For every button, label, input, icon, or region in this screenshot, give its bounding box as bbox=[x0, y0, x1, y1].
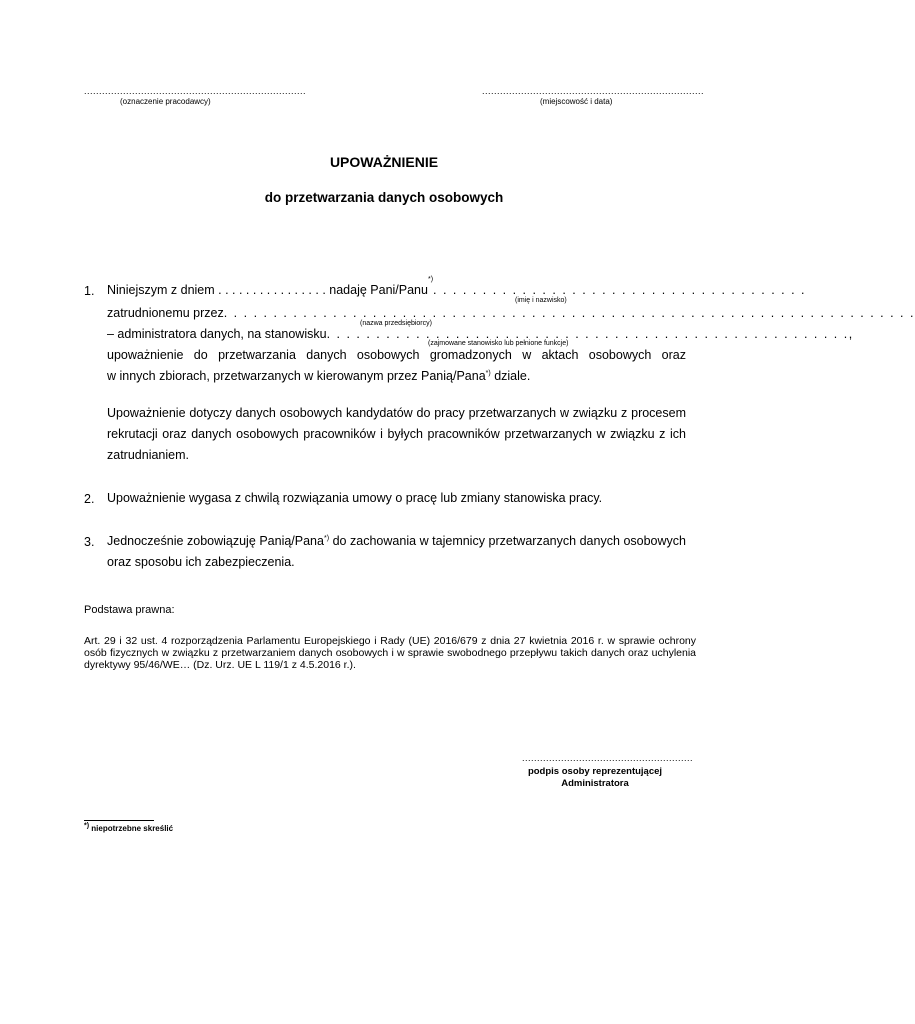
item-1-line-4: upoważnienie do przetwarzania danych osobowych gromadzonych w aktach osobowych oraz bbox=[107, 348, 686, 362]
employer-signature-line: .......................................................................... bbox=[84, 86, 307, 96]
signature-line: ......................................................... bbox=[522, 753, 694, 763]
name-label: (imię i nazwisko) bbox=[515, 297, 567, 304]
item-3-number: 3. bbox=[84, 535, 95, 549]
company-label: (nazwa przedsiębiorcy) bbox=[360, 320, 432, 327]
item-1-line-1 bbox=[107, 276, 806, 301]
name-fill-line: . . . . . . . . . . . . . . . . . . . . . . . . . . . . . . . . . . . . . . bbox=[433, 283, 806, 297]
document-subtitle: do przetwarzania danych osobowych bbox=[264, 190, 504, 205]
company-fill-line: . . . . . . . . . . . . . . . . . . . . . . . . . . . . . . . . . . . . . . . . . . . . . . . . . . . . . . . . . . . . . . . . . . . . . . bbox=[223, 306, 915, 320]
item-1-paragraph-2: Upoważnienie dotyczy danych osobowych kandydatów do pracy przetwarzanych w związku z procesem rekrutacji oraz danych osobowych pracowników i byłych pracowników przetwarzanych w związku z ich zatrudnianiem. bbox=[107, 406, 686, 462]
item-2-number: 2. bbox=[84, 492, 95, 506]
footnote-text: niepotrzebne skreślić bbox=[89, 824, 174, 833]
footnote-marker-2: *) bbox=[485, 369, 491, 377]
position-label: (zajmowane stanowisko lub pełnione funkcje) bbox=[428, 340, 569, 347]
item-1-line-2-text: zatrudnionemu przez bbox=[107, 306, 224, 320]
item-3-text-end: do zachowania w tajemnicy przetwarzanych danych osobowych oraz sposobu ich zabezpieczenia. bbox=[107, 534, 686, 569]
legal-basis-heading: Podstawa prawna: bbox=[84, 604, 175, 616]
employer-label: (oznaczenie pracodawcy) bbox=[120, 97, 211, 106]
item-3-text bbox=[107, 531, 686, 573]
document-title: UPOWAŻNIENIE bbox=[329, 154, 439, 170]
item-1-line-1-text: Niniejszym z dniem . . . . . . . . . . . . . . . . nadaję Pani/Panu bbox=[107, 283, 428, 297]
item-1-line-3-comma: , bbox=[848, 327, 853, 341]
item-1-line-3 bbox=[107, 324, 853, 345]
signature-label-2: Administratora bbox=[561, 778, 629, 789]
position-fill-line: . . . . . . . . . . . . . . . . . . . . . . . . . . . . . . . . . . . . . . . . . . . . . . . . . . . . . bbox=[326, 327, 849, 341]
item-1-line-5 bbox=[107, 366, 686, 387]
footnote-sup: *) bbox=[84, 822, 90, 830]
legal-basis-text: Art. 29 i 32 ust. 4 rozporządzenia Parlamentu Europejskiego i Rady (UE) 2016/679 z dnia 27 kwietnia 2016 r. w sprawie ochrony osób fizycznych w związku z przetwarzaniem danych osobowych i w sprawie swobodnego przepływu takich danych oraz uchylenia dyrektywy 95/46/WE… (Dz. Urz. UE L 119/1 z 4.5.2016 r.). bbox=[84, 635, 696, 671]
item-1-line-5-end: dziale. bbox=[490, 369, 531, 383]
footnote bbox=[84, 824, 173, 833]
place-date-line: .......................................................................... bbox=[482, 86, 705, 96]
item-1-line-5-text: w innych zbiorach, przetwarzanych w kierowanym przez Panią/Pana bbox=[107, 369, 486, 383]
item-2-text: Upoważnienie wygasa z chwilą rozwiązania umowy o pracę lub zmiany stanowiska pracy. bbox=[107, 491, 603, 505]
footnote-marker: *) bbox=[427, 276, 434, 283]
item-1-line-3-text: – administratora danych, na stanowisku bbox=[107, 327, 327, 341]
place-date-label: (miejscowość i data) bbox=[540, 97, 613, 106]
footnote-marker-3: *) bbox=[323, 534, 330, 542]
footnote-separator bbox=[84, 820, 154, 821]
item-1-number: 1. bbox=[84, 284, 95, 298]
signature-label-1: podpis osoby reprezentującej bbox=[527, 766, 663, 777]
item-3-text-start: Jednocześnie zobowiązuję Panią/Pana bbox=[107, 534, 324, 548]
